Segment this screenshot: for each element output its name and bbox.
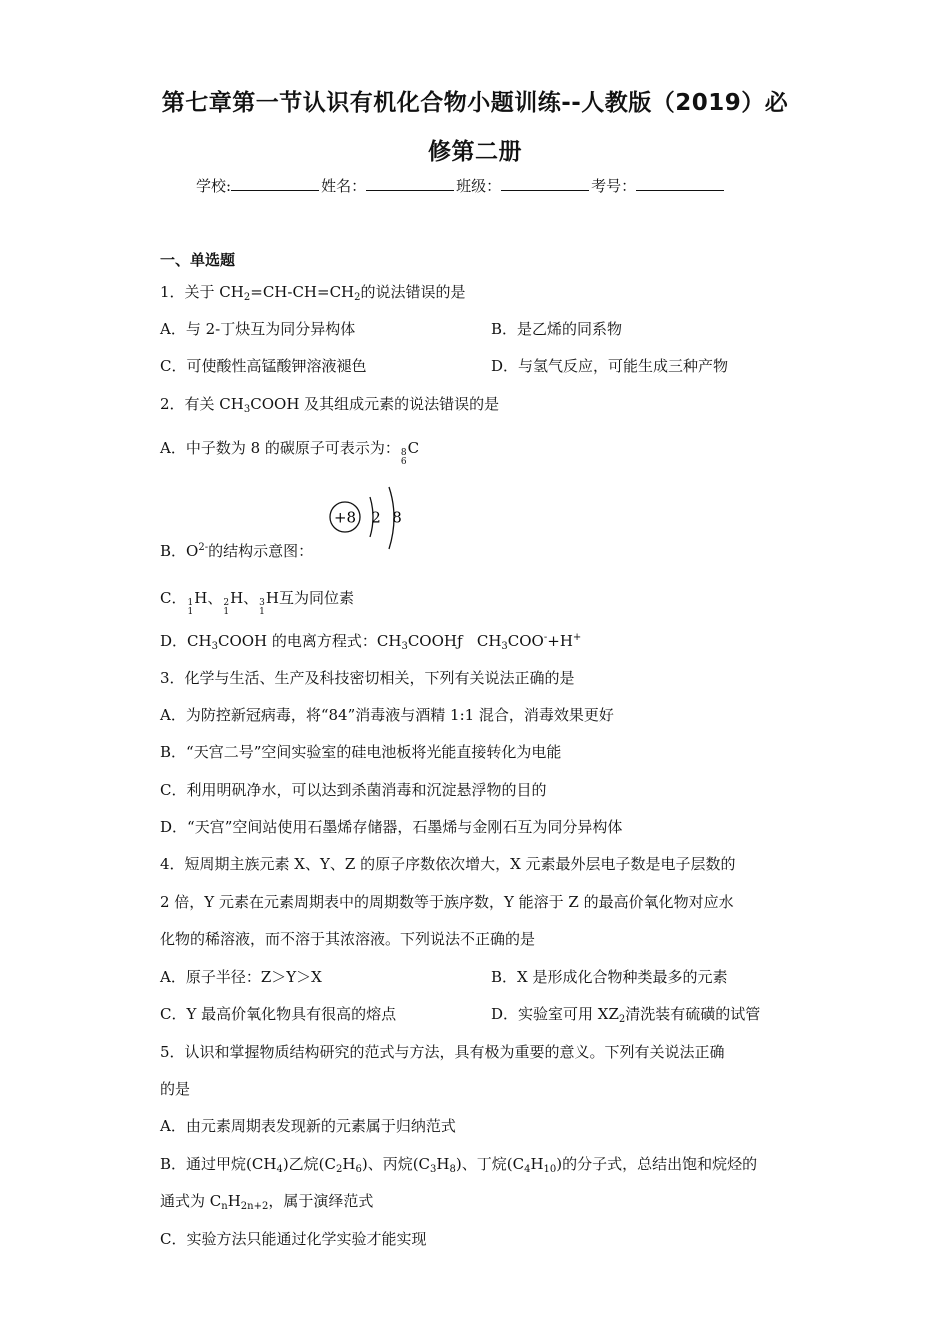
question-5-stem-line2: 的是	[160, 1080, 191, 1098]
oxygen-ion-structure-diagram	[326, 482, 416, 552]
q1-option-d: D．与氢气反应，可能生成三种产物	[491, 357, 729, 375]
question-4-stem-line2: 2 倍，Y 元素在元素周期表中的周期数等于族序数，Y 能溶于 Z 的最高价氧化物对应水	[160, 893, 734, 911]
hydrogen-3-notation: 3 1	[259, 598, 265, 617]
hydrogen-1-notation: 1 1	[187, 598, 194, 617]
shell2-electrons: 8	[392, 508, 402, 527]
question-3-stem: 3．化学与生活、生产及科技密切相关，下列有关说法正确的是	[160, 669, 575, 687]
q3-option-d: D．“天宫”空间站使用石墨烯存储器，石墨烯与金刚石互为同分异构体	[160, 818, 623, 836]
school-blank[interactable]	[231, 176, 319, 191]
number-label: 考号：	[591, 177, 637, 195]
q2-option-c: C． 1 1 H、 2 1 H、 3 1 H互为同位素	[160, 589, 355, 617]
q4-option-d: D．实验室可用 $XZ_2$清洗装有硫磺的试管	[491, 1005, 761, 1025]
question-5-stem-line1: 5．认识和掌握物质结构研究的范式与方法，具有极为重要的意义。下列有关说法正确	[160, 1043, 725, 1061]
q4-option-b: B．X 是形成化合物种类最多的元素	[491, 968, 728, 986]
nucleus-label: +8	[333, 508, 357, 527]
question-1-stem: 1．关于 $CH_2=CH-CH=CH_2$的说法错误的是	[160, 283, 466, 303]
question-2-stem: 2．有关 $CH_3COOH$ 及其组成元素的说法错误的是	[160, 395, 500, 415]
q2-option-d: D．$CH_3COOH$ 的电离方程式：$CH_3COOHƒ$ $CH_3COO^-+H^+$	[160, 632, 582, 652]
number-blank[interactable]	[636, 176, 724, 191]
name-label: 姓名：	[321, 177, 367, 195]
q1-option-b: B．是乙烯的同系物	[491, 320, 623, 338]
q2-option-b: B．$O^{2-}$的结构示意图：	[160, 542, 314, 560]
q1-option-a: A．与 2-丁炔互为同分异构体	[160, 320, 356, 338]
q1-option-c: C．可使酸性高锰酸钾溶液褪色	[160, 357, 367, 375]
class-blank[interactable]	[501, 176, 589, 191]
section-heading: 一、单选题	[160, 251, 236, 269]
q5-option-b-line2: 通式为 $C_nH_{2n+2}$，属于演绎范式	[160, 1192, 374, 1212]
q3-option-c: C．利用明矾净水，可以达到杀菌消毒和沉淀悬浮物的目的	[160, 781, 547, 799]
student-info-line	[196, 175, 726, 196]
q3-option-a: A．为防控新冠病毒，将“84”消毒液与酒精 1:1 混合，消毒效果更好	[160, 706, 614, 724]
q4-option-c: C．Y 最高价氧化物具有很高的熔点	[160, 1005, 397, 1023]
name-blank[interactable]	[366, 176, 454, 191]
q3-option-b: B．“天宫二号”空间实验室的硅电池板将光能直接转化为电能	[160, 743, 562, 761]
document-title-line1: 第七章第一节认识有机化合物小题训练--人教版（2019）必	[161, 90, 789, 116]
shell1-electrons: 2	[371, 508, 381, 527]
q4-option-a: A．原子半径：Z＞Y＞X	[160, 968, 322, 986]
school-label: 学校:	[196, 177, 232, 195]
question-4-stem-line1: 4．短周期主族元素 X、Y、Z 的原子序数依次增大，X 元素最外层电子数是电子层数的	[160, 855, 736, 873]
q5-option-a: A．由元素周期表发现新的元素属于归纳范式	[160, 1117, 456, 1135]
carbon-nuclide-notation: 8 6	[400, 448, 407, 467]
hydrogen-2-notation: 2 1	[223, 598, 230, 617]
class-label: 班级：	[456, 177, 502, 195]
q5-option-c: C．实验方法只能通过化学实验才能实现	[160, 1230, 427, 1248]
q2-option-a: A．中子数为 8 的碳原子可表示为： 8 6 C	[160, 439, 420, 467]
document-title-line2: 修第二册	[428, 139, 522, 165]
question-4-stem-line3: 化物的稀溶液，而不溶于其浓溶液。下列说法不正确的是	[160, 930, 536, 948]
q5-option-b-line1: B．通过甲烷$(CH_4)$乙烷$(C_2H_6)$、丙烷$(C_3H_8)$、丁烷$(C_4H_{10})$的分子式，总结出饱和烷烃的	[160, 1155, 758, 1175]
